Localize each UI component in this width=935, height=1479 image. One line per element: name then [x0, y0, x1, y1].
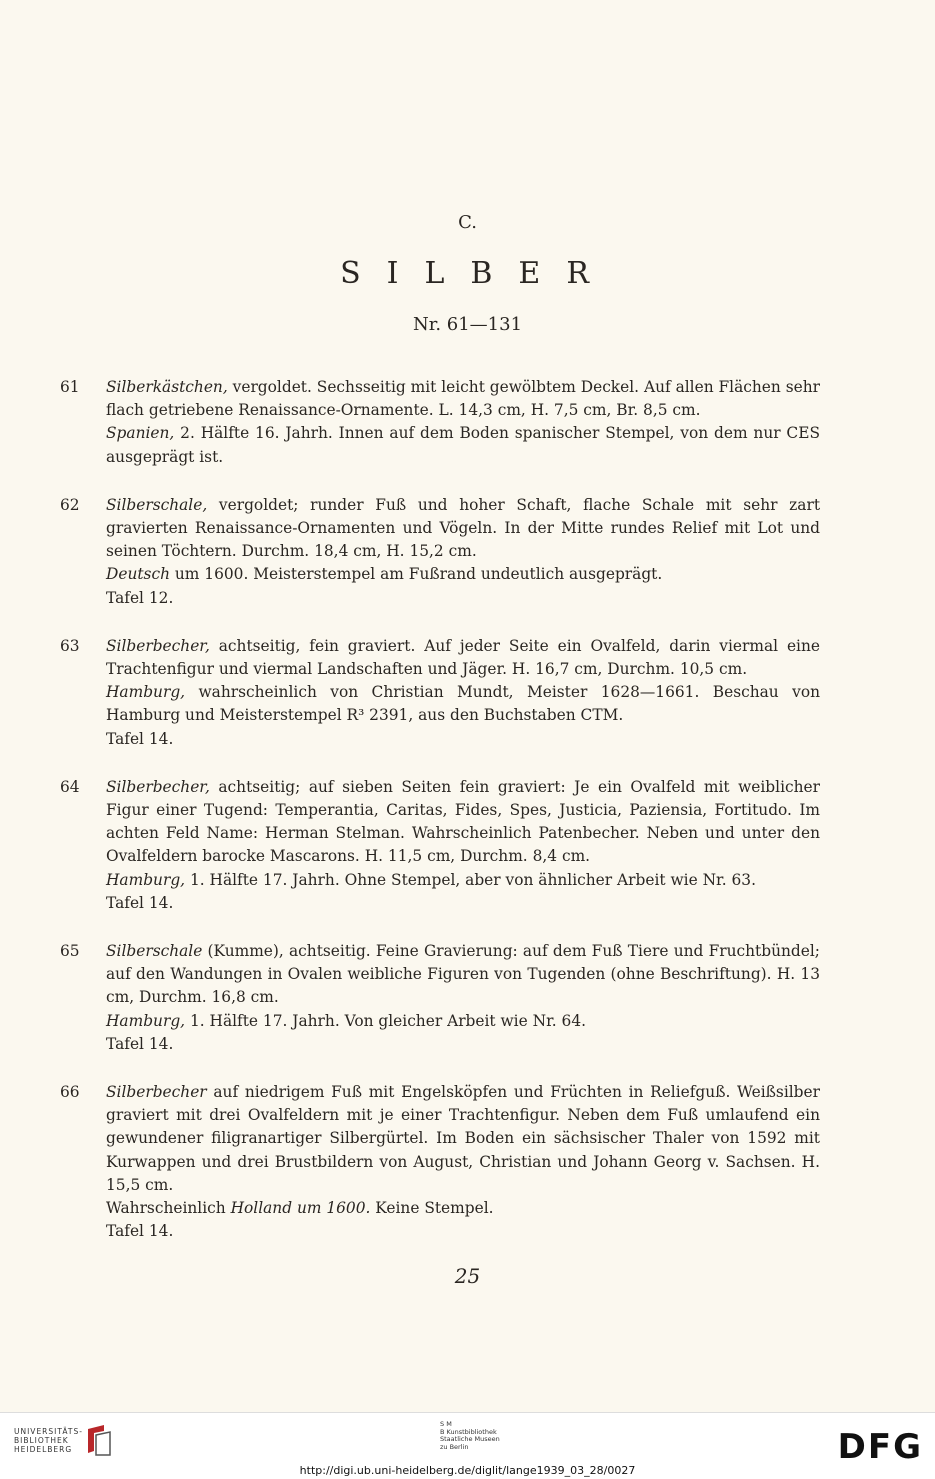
logo-line: S M — [440, 1420, 452, 1428]
entry-origin-place: Deutsch — [106, 565, 170, 584]
logo-line: B Kunstbibliothek — [440, 1427, 497, 1436]
entry-description — [106, 776, 820, 869]
entry-description-text: vergoldet. Sechsseitig mit leicht gewölbtem Deckel. Auf allen Flächen sehr flach getriebene Renaissance-Ornamente. L. 14,3 cm, H. 7,5 cm, Br. 8,5 cm. — [106, 378, 820, 420]
entry-object-title: Silberkästchen, — [106, 378, 228, 396]
entry-description-text: vergoldet; runder Fuß und hoher Schaft, flache Schale mit sehr zart gravierten Renaissance-Ornamenten und Vögeln. In der Mitte rundes Relief mit Lot und seinen Töchtern. Durchm. 18,4 cm, H. 15,2 cm. — [106, 495, 820, 561]
entry-origin-text: 1. Hälfte 17. Jahrh. Ohne Stempel, aber von ähnlicher Arbeit wie Nr. 63. — [185, 870, 756, 889]
entry-plate: Tafel 12. — [106, 588, 174, 607]
entry-plate: Tafel 14. — [106, 1222, 174, 1241]
entry-origin-place: Hamburg, — [106, 870, 186, 889]
entry-origin — [106, 422, 820, 468]
logo-line: UNIVERSITÄTS- — [14, 1427, 83, 1436]
entry-description — [106, 635, 820, 681]
entry-origin-place: Hamburg, — [106, 1011, 186, 1030]
catalog-entry-63 — [60, 635, 820, 751]
entry-object-title: Silberschale — [106, 942, 203, 961]
section-letter: C. — [458, 212, 477, 233]
entry-origin-text: Keine Stempel. — [370, 1199, 494, 1218]
entry-object-title: Silberbecher — [106, 1083, 207, 1102]
catalog-entry-64 — [60, 776, 820, 915]
entry-origin-text: 1. Hälfte 17. Jahrh. Von gleicher Arbeit wie Nr. 64. — [185, 1011, 586, 1030]
entry-origin-text: 2. Hälfte 16. Jahrh. Innen auf dem Boden spanischer Stempel, von dem nur CES ausgeprägt ist. — [106, 424, 820, 466]
entry-origin — [106, 681, 820, 727]
section-title: SILBER — [340, 256, 615, 291]
entry-plate: Tafel 14. — [106, 1034, 174, 1053]
university-library-logo[interactable] — [14, 1427, 83, 1454]
logo-line: BIBLIOTHEK — [14, 1436, 69, 1445]
entry-origin-place: Hamburg, — [106, 683, 186, 702]
entry-object-title: Silberbecher, — [106, 636, 210, 655]
entry-description-text: (Kumme), achtseitig. Feine Gravierung: auf dem Fuß Tiere und Fruchtbündel; auf den Wandungen in Ovalen weibliche Figuren von Tugenden (ohne Beschriftung). H. 13 cm, Durchm. 16,8 cm. — [106, 942, 820, 1007]
catalog-entries — [60, 376, 820, 1269]
entry-origin-place: Spanien, — [106, 424, 175, 443]
catalog-entry-62 — [60, 494, 820, 610]
entry-description-text: achtseitig, fein graviert. Auf jeder Seite ein Ovalfeld, darin viermal eine Trachtenfigur und viermal Landschaften und Jäger. H. 16,7 cm, Durchm. 10,5 cm. — [106, 636, 820, 679]
section-range: Nr. 61—131 — [412, 314, 523, 335]
permalink-url[interactable]: http://digi.ub.uni-heidelberg.de/diglit/lange1939_03_28/0027 — [299, 1464, 636, 1477]
entry-description-text: auf niedrigem Fuß mit Engelsköpfen und Früchten in Reliefguß. Weißsilber graviert mit drei Ovalfeldern mit je einer Trachtenfigur. Neben dem Fuß umlaufend ein gewundener filigranartiger Silbergürtel. Im Boden ein sächsischer Thaler von 1592 mit Kurwappen und drei Brustbildern von August, Christian und Johann Georg v. Sachsen. H. 15,5 cm. — [106, 1083, 820, 1194]
entry-origin-place: Holland um 1600. — [230, 1199, 371, 1218]
catalog-entry-61 — [60, 376, 820, 469]
entry-number: 64 — [60, 777, 80, 796]
entry-description — [106, 494, 820, 564]
entry-origin — [106, 1197, 820, 1220]
entry-origin — [106, 563, 820, 586]
dfg-logo[interactable]: DFG — [837, 1427, 923, 1467]
logo-line: HEIDELBERG — [14, 1445, 73, 1454]
logo-line: Staatliche Museen — [440, 1435, 500, 1443]
page-number: 25 — [454, 1264, 481, 1288]
viewer-footer — [0, 1412, 935, 1479]
kunstbibliothek-logo[interactable] — [440, 1421, 500, 1451]
catalog-entry-65 — [60, 940, 820, 1056]
entry-plate: Tafel 14. — [106, 893, 174, 912]
entry-number: 61 — [60, 378, 80, 396]
logo-line: zu Berlin — [440, 1442, 469, 1451]
entry-origin-prefix: Wahrscheinlich — [106, 1199, 231, 1218]
entry-number: 65 — [60, 942, 80, 961]
entry-description-text: achtseitig; auf sieben Seiten fein graviert: Je ein Ovalfeld mit weiblicher Figur einer Tugend: Temperantia, Caritas, Fides, Spes, Justicia, Paziensia, Fortitudo. Im achten Feld Name: Herman Stelman. Wahrscheinlich Patenbecher. Neben und unter den Ovalfeldern barocke Mascarons. H. 11,5 cm, Durchm. 8,4 cm. — [106, 777, 820, 866]
entry-origin-text: um 1600. Meisterstempel am Fußrand undeutlich ausgeprägt. — [169, 565, 663, 584]
entry-number: 66 — [60, 1083, 80, 1102]
entry-origin — [106, 869, 820, 892]
entry-description — [106, 1081, 820, 1197]
entry-origin — [106, 1010, 820, 1033]
entry-object-title: Silberschale, — [106, 495, 208, 514]
university-emblem-icon — [84, 1423, 112, 1457]
entry-origin-text: wahrscheinlich von Christian Mundt, Meister 1628—1661. Beschau von Hamburg und Meisterstempel R³ 2391, aus den Buchstaben CTM. — [106, 683, 820, 725]
entry-number: 63 — [60, 636, 80, 655]
entry-description — [106, 376, 820, 422]
catalog-entry-66 — [60, 1081, 820, 1243]
entry-description — [106, 940, 820, 1010]
entry-plate: Tafel 14. — [106, 729, 174, 748]
entry-object-title: Silberbecher, — [106, 777, 210, 796]
entry-number: 62 — [60, 495, 80, 514]
